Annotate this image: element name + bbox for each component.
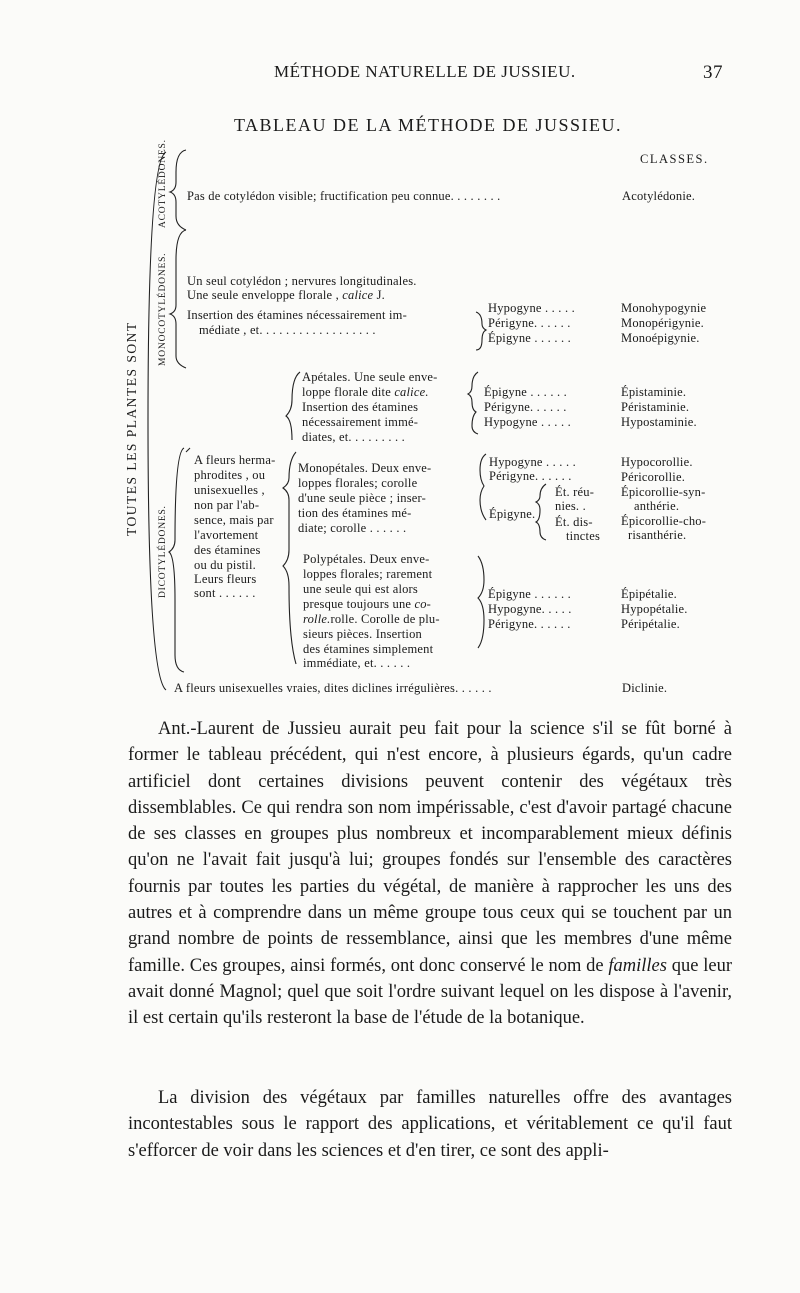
monocot-line-2: Une seule enveloppe florale , calice J. <box>187 288 386 302</box>
diclines-description: A fleurs unisexuelles vraies, dites diclines irrégulières. . . . . . <box>174 681 492 695</box>
polypetales-line: des étamines simplement <box>303 642 434 656</box>
etamines-reunies: Ét. réu- <box>555 485 595 499</box>
apetales-insertion-1: Épigyne . . . . . . <box>484 385 567 399</box>
page-number: 37 <box>703 62 723 83</box>
class-hypostaminie: Hypostaminie. <box>621 415 697 429</box>
hermaphrodites-line: A fleurs herma- <box>194 453 276 467</box>
hermaphrodites-line: Leurs fleurs <box>194 572 257 586</box>
class-peripetalie: Péripétalie. <box>621 617 680 631</box>
polypetales-line: presque toujours une co- <box>303 597 432 611</box>
vertical-label-dicotyledones: DICOTYLÉDONES. <box>158 505 168 598</box>
class-acotyledonie: Acotylédonie. <box>622 189 696 203</box>
monopetales-line: d'une seule pièce ; inser- <box>298 491 426 505</box>
hermaphrodites-line: sence, mais par <box>194 513 274 527</box>
polypetales-insertion-2: Hypogyne. . . . . <box>488 602 572 616</box>
class-monoperigynie: Monopérigynie. <box>621 316 704 330</box>
etamines-distinctes: Ét. dis- <box>555 515 593 529</box>
body-paragraph: Ant.-Laurent de Jussieu aurait peu fait pour la science s'il se fût borné à former le tableau précédent, qui n'est encore, à plusieurs égards, qu'un cadre artificiel dont certaines divisions peuvent contenir des végétaux très dissemblables. Ce qui rendra son nom impérissable, c'est d'avoir partagé chacune de ses classes en groupes plus nombreux et incomparablement mieux définis qu'on ne l'avait fait jusqu'à lui; groupes fondés sur l'ensemble des caractères fournis par toutes les parties du végétal, de manière à rapprocher les uns des autres et à comprendre dans un même groupe tous ceux qui se touchent par un grand nombre de points de ressemblance, ainsi que les membres d'une même famille. Ces groupes, ainsi formés, ont donc conservé le nom de familles que leur avait donné Magnol; quel que soit l'ordre suivant lequel on les dispose à l'avenir, il est certain qu'ils resteront la base de l'étude de la botanique. <box>128 719 732 1029</box>
vertical-label-acotyledones: ACOTYLÉDONES. <box>158 139 168 228</box>
monopetales-line: Monopétales. Deux enve- <box>298 461 432 475</box>
class-epicorollie-chorisantherie: Épicorollie-cho- <box>621 514 707 528</box>
polypetales-line: Polypétales. Deux enve- <box>303 552 430 566</box>
polypetales-line: sieurs pièces. Insertion <box>303 627 423 641</box>
monocot-line-1: Un seul cotylédon ; nervures longitudinales. <box>187 274 417 288</box>
polypetales-line: immédiate, et. . . . . . <box>303 656 411 670</box>
vertical-label-toutes: TOUTES LES PLANTES SONT <box>124 321 139 536</box>
monocot-insertion-line-1: Insertion des étamines nécessairement im- <box>187 308 407 322</box>
class-epipetalie: Épipétalie. <box>621 587 677 601</box>
body-paragraph: La division des végétaux par familles naturelles offre des avantages incontestables sous le rapport des applications, et véritablement ce qu'il faut s'efforcer de voir dans les sciences et d'en tirer, ce sont des appli- <box>128 1088 732 1161</box>
class-epicorollie-synantherie: anthérie. <box>634 499 680 513</box>
class-epistaminie: Épistaminie. <box>621 385 687 399</box>
apetales-insertion-3: Hypogyne . . . . . <box>484 415 571 429</box>
apetales-line: diates, et. . . . . . . . . <box>302 430 405 444</box>
monocot-insertion-line-2: médiate , et. . . . . . . . . . . . . . . . . . <box>199 323 376 337</box>
apetales-insertion-2: Périgyne. . . . . . <box>484 400 567 414</box>
class-monoepigynie: Monoépigynie. <box>621 331 700 345</box>
acotyledones-description: Pas de cotylédon visible; fructification peu connue. . . . . . . . <box>187 189 501 203</box>
polypetales-insertion-3: Périgyne. . . . . . <box>488 617 571 631</box>
class-diclinie: Diclinie. <box>622 681 668 695</box>
monopetales-perigyne: Périgyne. . . . . . <box>489 469 572 483</box>
monopetales-line: diate; corolle . . . . . . <box>298 521 407 535</box>
class-epicorollie-synantherie: Épicorollie-syn- <box>621 485 706 499</box>
apetales-line: nécessairement immé- <box>302 415 419 429</box>
class-monohypogynie: Monohypogynie <box>621 301 707 315</box>
polypetales-line: loppes florales; rarement <box>303 567 433 581</box>
hermaphrodites-line: l'avortement <box>194 528 259 542</box>
apetales-line: Insertion des étamines <box>302 400 419 414</box>
monocot-insertion-2: Périgyne. . . . . . <box>488 316 571 330</box>
etamines-reunies: nies. . <box>555 499 586 513</box>
class-peristaminie: Péristaminie. <box>621 400 690 414</box>
hermaphrodites-line: phrodites , ou <box>194 468 266 482</box>
running-header-title: MÉTHODE NATURELLE DE JUSSIEU. <box>274 62 576 81</box>
monopetales-hypogyne: Hypogyne . . . . . <box>489 455 576 469</box>
table-title: TABLEAU DE LA MÉTHODE DE JUSSIEU. <box>234 115 623 135</box>
etamines-distinctes: tinctes <box>566 529 601 543</box>
monocot-insertion-3: Épigyne . . . . . . <box>488 331 571 345</box>
apetales-line: loppe florale dite calice. <box>302 385 429 399</box>
monocot-insertion-1: Hypogyne . . . . . <box>488 301 575 315</box>
vertical-label-monocotyledones: MONOCOTYLÉDONES. <box>158 252 168 366</box>
monopetales-line: tion des étamines mé- <box>298 506 412 520</box>
class-pericorollie: Péricorollie. <box>621 470 686 484</box>
polypetales-line: une seule qui est alors <box>303 582 418 596</box>
class-epicorollie-chorisantherie: risanthérie. <box>628 528 687 542</box>
monopetales-line: loppes florales; corolle <box>298 476 418 490</box>
hermaphrodites-line: unisexuelles , <box>194 483 265 497</box>
class-hypopetalie: Hypopétalie. <box>621 602 688 616</box>
apetales-line: Apétales. Une seule enve- <box>302 370 438 384</box>
polypetales-insertion-1: Épigyne . . . . . . <box>488 587 571 601</box>
polypetales-line: rolle.rolle. Corolle de plu- <box>303 612 440 626</box>
classes-header: CLASSES. <box>640 152 709 166</box>
hermaphrodites-line: non par l'ab- <box>194 498 260 512</box>
monopetales-epigyne: Épigyne. <box>489 507 536 521</box>
class-hypocorollie: Hypocorollie. <box>621 455 693 469</box>
hermaphrodites-line: sont . . . . . . <box>194 586 256 600</box>
hermaphrodites-line: ou du pistil. <box>194 558 256 572</box>
hermaphrodites-line: des étamines <box>194 543 261 557</box>
